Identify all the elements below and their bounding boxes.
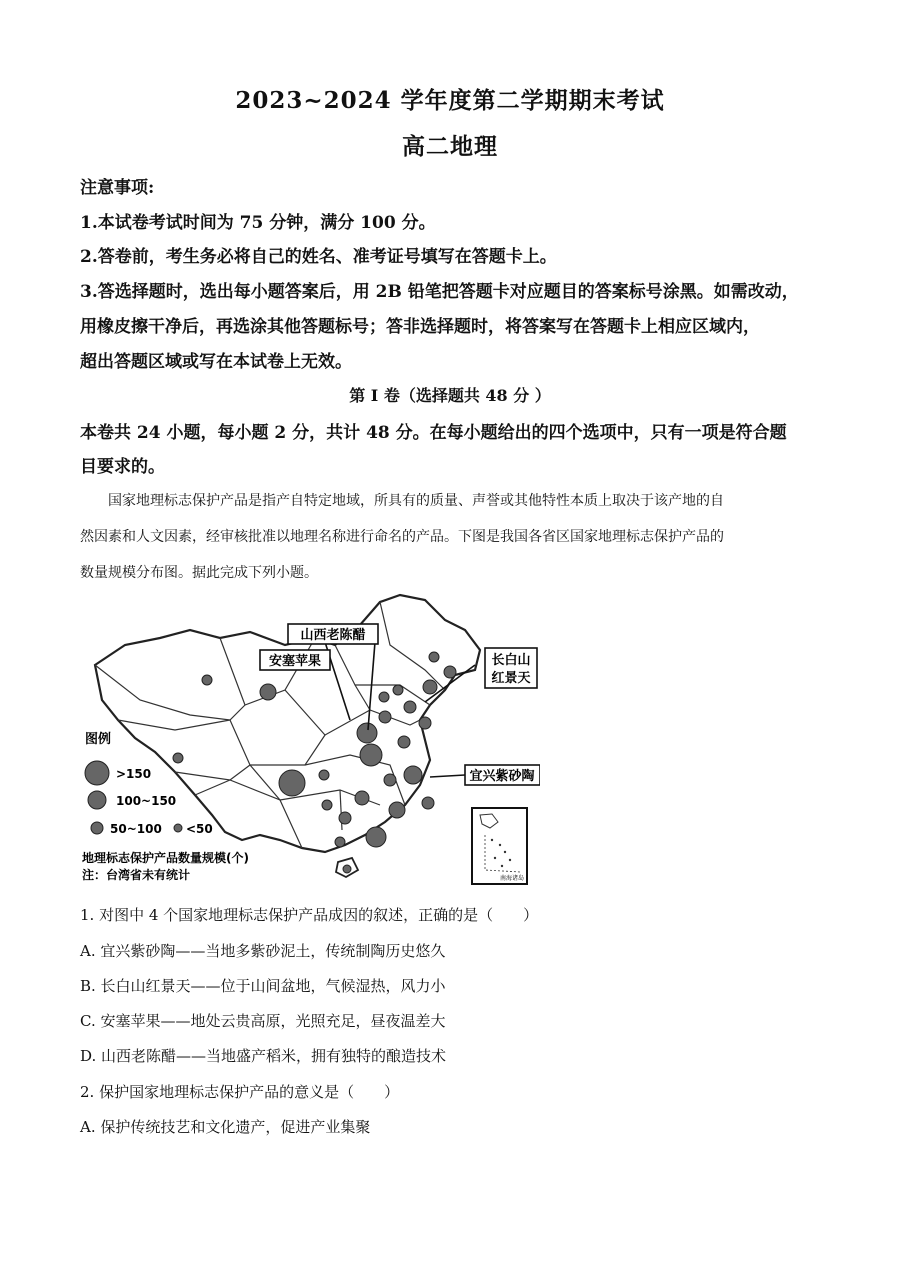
province-symbol (379, 711, 391, 723)
question-1-stem: 1. 对图中 4 个国家地理标志保护产品成因的叙述，正确的是（ ） (80, 906, 539, 924)
province-symbol (423, 680, 437, 694)
legend-title: 图例 (85, 732, 112, 747)
notice-heading: 注意事项: (80, 178, 155, 198)
intro-line-3: 数量规模分布图。据此完成下列小题。 (80, 565, 318, 581)
legend-symbol-small (91, 822, 103, 834)
question-1-option-b: B. 长白山红景天——位于山间盆地，气候湿热，风力小 (80, 977, 446, 995)
province-symbol (389, 802, 405, 818)
section-desc-1: 本卷共 24 小题，每小题 2 分，共计 48 分。在每小题给出的四个选项中，只有一项是符合题 (80, 423, 787, 443)
exam-title: 2023~2024 学年度第二学期期末考试 (235, 87, 665, 114)
province-symbol (343, 865, 351, 873)
province-symbol (279, 770, 305, 796)
province-symbol (355, 791, 369, 805)
province-symbol (366, 827, 386, 847)
notice-line-1: 1.本试卷考试时间为 75 分钟，满分 100 分。 (80, 213, 436, 233)
callout-changbai-line2: 红景天 (491, 671, 531, 686)
legend-small-label: 50~100 (110, 822, 162, 836)
province-symbol (404, 766, 422, 784)
province-symbol (429, 652, 439, 662)
map-caption: 地理标志保护产品数量规模(个) (82, 851, 249, 865)
legend-tiny-label: <50 (186, 822, 213, 836)
callout-yixing: 宜兴紫砂陶 (469, 769, 535, 784)
province-symbol (393, 685, 403, 695)
province-symbol (384, 774, 396, 786)
notice-line-4: 用橡皮擦干净后，再选涂其他答题标号；答非选择题时，将答案写在答题卡上相应区域内， (80, 317, 760, 337)
province-symbol (360, 744, 382, 766)
legend-symbol-large (85, 761, 109, 785)
province-symbol (319, 770, 329, 780)
province-symbol (173, 753, 183, 763)
inset-label: 南海诸岛 (499, 875, 525, 882)
question-1-option-c: C. 安塞苹果——地处云贵高原，光照充足，昼夜温差大 (80, 1012, 446, 1030)
legend-medium-label: 100~150 (116, 794, 177, 808)
notice-line-3: 3.答选择题时，选出每小题答案后，用 2B 铅笔把答题卡对应题目的答案标号涂黑。如需改动， (80, 282, 799, 302)
province-symbol (398, 736, 410, 748)
notice-line-2: 2.答卷前，考生务必将自己的姓名、准考证号填写在答题卡上。 (80, 247, 557, 267)
province-symbol (419, 717, 431, 729)
section-title: 第 I 卷（选择题共 48 分 ） (349, 386, 551, 405)
exam-subject: 高二地理 (402, 133, 498, 160)
map-note: 注：台湾省未有统计 (82, 868, 191, 882)
legend-symbol-tiny (174, 824, 182, 832)
province-symbol (335, 837, 345, 847)
question-2-option-a: A. 保护传统技艺和文化遗产，促进产业集聚 (80, 1118, 371, 1136)
callout-shanxi: 山西老陈醋 (300, 628, 366, 643)
legend-large-label: >150 (116, 767, 152, 781)
section-desc-2: 目要求的。 (80, 457, 165, 477)
province-symbol (444, 666, 456, 678)
intro-line-2: 然因素和人文因素，经审核批准以地理名称进行命名的产品。下图是我国各省区国家地理标志保护产品的 (80, 529, 724, 545)
question-1-option-d: D. 山西老陈醋——当地盛产稻米，拥有独特的酿造技术 (80, 1047, 447, 1065)
notice-line-5: 超出答题区域或写在本试卷上无效。 (80, 352, 352, 372)
province-symbol (339, 812, 351, 824)
province-symbol (422, 797, 434, 809)
question-1-option-a: A. 宜兴紫砂陶——当地多紫砂泥土，传统制陶历史悠久 (80, 942, 446, 960)
callout-changbai-line1: 长白山 (491, 653, 531, 668)
province-symbol (404, 701, 416, 713)
province-symbol (202, 675, 212, 685)
province-symbol (379, 692, 389, 702)
intro-line-1: 国家地理标志保护产品是指产自特定地域，所具有的质量、声誉或其他特性本质上取决于该产地的自 (108, 493, 724, 509)
province-symbol (260, 684, 276, 700)
province-symbol (357, 723, 377, 743)
province-symbol (322, 800, 332, 810)
callout-ansai: 安塞苹果 (268, 654, 322, 669)
legend-symbol-medium (88, 791, 106, 809)
china-geographic-indication-map (80, 590, 540, 890)
question-2-stem: 2. 保护国家地理标志保护产品的意义是（ ） (80, 1083, 400, 1101)
